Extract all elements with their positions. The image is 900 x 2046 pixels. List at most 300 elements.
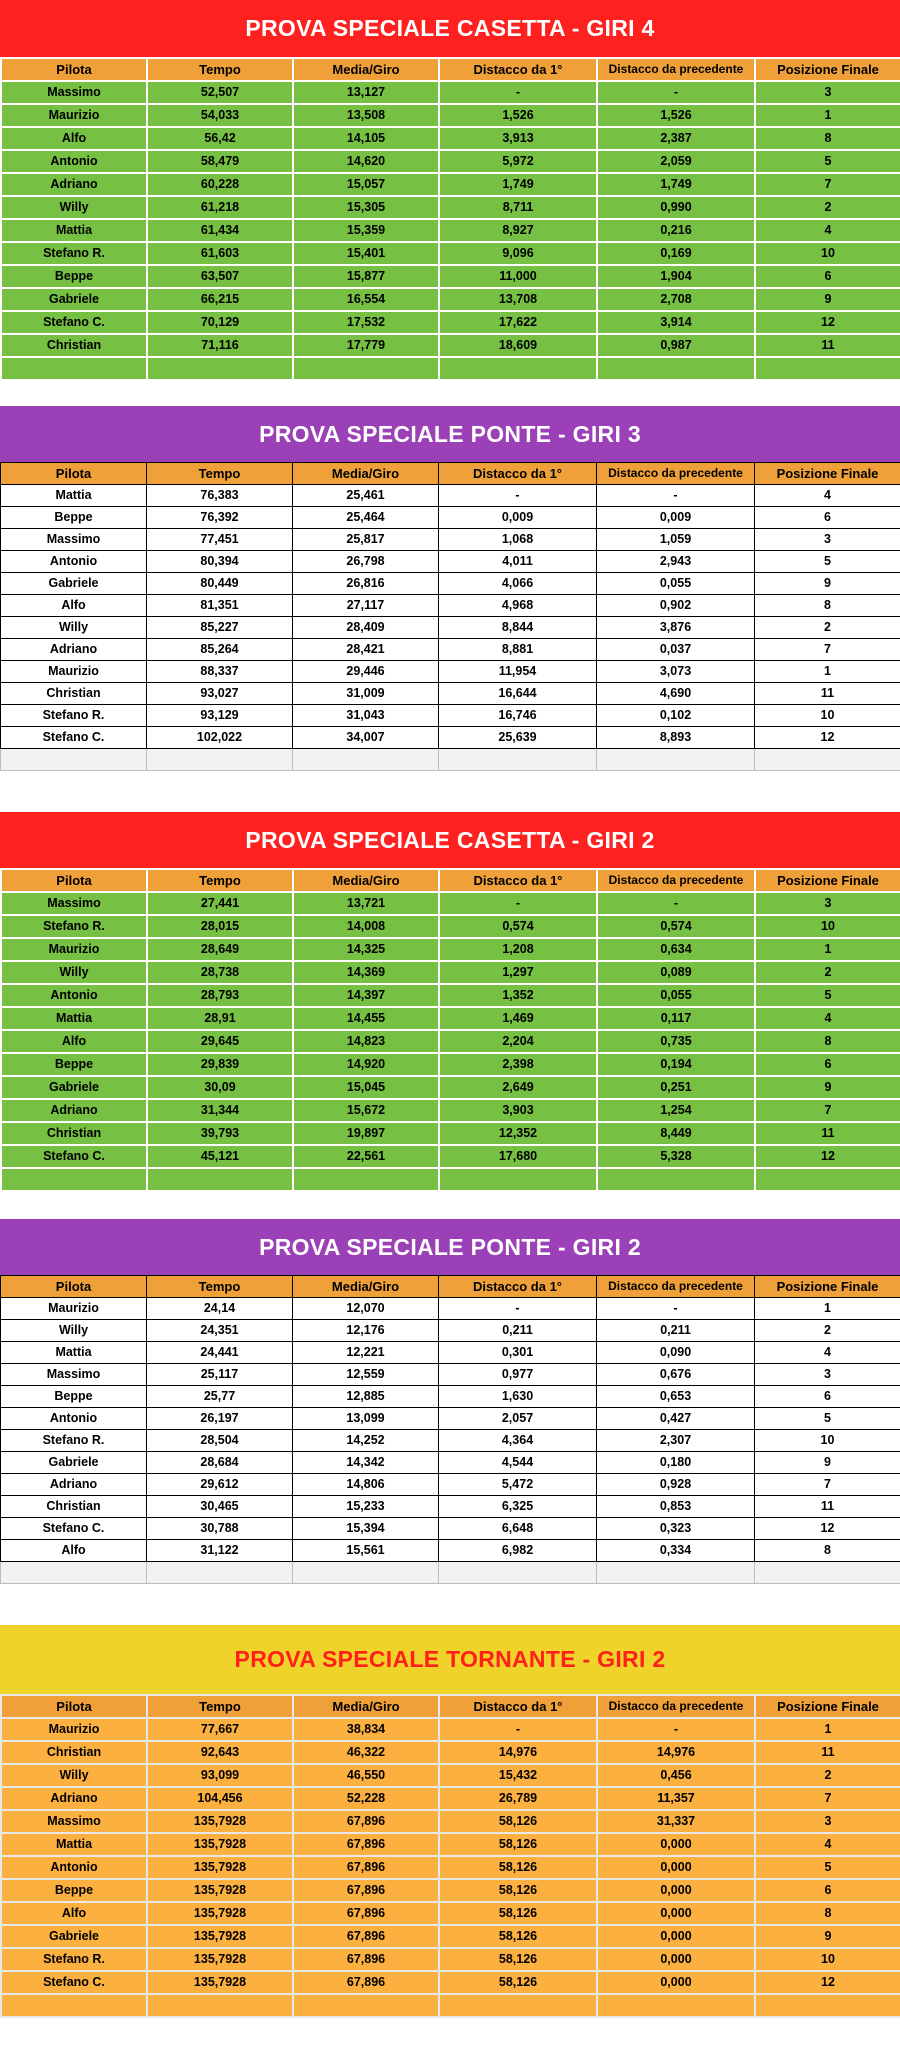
cell-posizione-finale: 3 <box>755 529 900 551</box>
cell-media-giro: 28,421 <box>293 639 439 661</box>
cell-media-giro: 13,721 <box>293 892 439 915</box>
cell-pilota: Stefano C. <box>1 727 147 749</box>
cell-posizione-finale: 4 <box>755 1833 900 1856</box>
results-table <box>0 1694 900 2018</box>
cell-tempo: 45,121 <box>147 1145 293 1168</box>
stage-title: PROVA SPECIALE PONTE - GIRI 3 <box>0 406 900 462</box>
cell-tempo: 28,504 <box>147 1430 293 1452</box>
stage-casetta-2-section <box>0 812 900 1192</box>
cell-distacco-precedente: 0,055 <box>597 573 755 595</box>
empty-row <box>1 1562 900 1584</box>
table-row <box>1 1856 900 1879</box>
cell-distacco-primo: 1,297 <box>439 961 597 984</box>
cell-tempo: 29,645 <box>147 1030 293 1053</box>
cell-distacco-precedente: 0,334 <box>597 1540 755 1562</box>
cell-tempo: 104,456 <box>147 1787 293 1810</box>
cell-pilota: Stefano C. <box>1 1518 147 1540</box>
column-header-distacco-primo: Distacco da 1° <box>439 869 597 892</box>
cell-distacco-primo: 16,644 <box>439 683 597 705</box>
cell-posizione-finale: 11 <box>755 1122 900 1145</box>
table-row <box>1 485 900 507</box>
cell-distacco-primo: 58,126 <box>439 1810 597 1833</box>
table-row <box>1 1902 900 1925</box>
cell-pilota: Stefano C. <box>1 1145 147 1168</box>
cell-posizione-finale: 6 <box>755 265 900 288</box>
cell-posizione-finale: 2 <box>755 617 900 639</box>
cell-distacco-precedente: 0,102 <box>597 705 755 727</box>
cell-media-giro: 27,117 <box>293 595 439 617</box>
cell-pilota: Gabriele <box>1 1925 147 1948</box>
cell-distacco-primo: 58,126 <box>439 1856 597 1879</box>
cell-media-giro: 34,007 <box>293 727 439 749</box>
cell-media-giro: 52,228 <box>293 1787 439 1810</box>
cell-media-giro: 14,920 <box>293 1053 439 1076</box>
column-header-posizione-finale: Posizione Finale <box>755 1276 900 1298</box>
header-row <box>1 1276 900 1298</box>
cell-tempo: 135,7928 <box>147 1925 293 1948</box>
cell-distacco-primo: 13,708 <box>439 288 597 311</box>
cell-posizione-finale: 11 <box>755 1741 900 1764</box>
cell-distacco-primo: 2,057 <box>439 1408 597 1430</box>
table-row <box>1 1925 900 1948</box>
table-row <box>1 196 900 219</box>
empty-cell <box>597 1168 755 1191</box>
cell-distacco-primo: - <box>439 1718 597 1741</box>
cell-distacco-primo: 1,208 <box>439 938 597 961</box>
cell-distacco-precedente: - <box>597 892 755 915</box>
results-table <box>0 1275 900 1584</box>
cell-pilota: Christian <box>1 334 147 357</box>
cell-tempo: 27,441 <box>147 892 293 915</box>
column-header-tempo: Tempo <box>147 58 293 81</box>
cell-distacco-precedente: 2,943 <box>597 551 755 573</box>
empty-cell <box>439 1562 597 1584</box>
header-row <box>1 58 900 81</box>
cell-posizione-finale: 10 <box>755 1430 900 1452</box>
cell-pilota: Antonio <box>1 984 147 1007</box>
cell-media-giro: 26,816 <box>293 573 439 595</box>
empty-cell <box>293 1562 439 1584</box>
cell-posizione-finale: 3 <box>755 1810 900 1833</box>
cell-tempo: 30,09 <box>147 1076 293 1099</box>
cell-posizione-finale: 9 <box>755 288 900 311</box>
table-row <box>1 573 900 595</box>
cell-distacco-precedente: 3,914 <box>597 311 755 334</box>
table-row <box>1 150 900 173</box>
column-header-distacco-precedente: Distacco da precedente <box>597 463 755 485</box>
cell-distacco-primo: 4,968 <box>439 595 597 617</box>
table-row <box>1 1053 900 1076</box>
empty-cell <box>439 357 597 380</box>
cell-posizione-finale: 1 <box>755 104 900 127</box>
cell-pilota: Maurizio <box>1 1298 147 1320</box>
cell-media-giro: 46,322 <box>293 1741 439 1764</box>
results-table <box>0 57 900 381</box>
table-row <box>1 1364 900 1386</box>
cell-posizione-finale: 8 <box>755 1902 900 1925</box>
cell-tempo: 30,788 <box>147 1518 293 1540</box>
table-row <box>1 334 900 357</box>
cell-distacco-precedente: 0,000 <box>597 1925 755 1948</box>
column-header-tempo: Tempo <box>147 463 293 485</box>
table-row <box>1 1452 900 1474</box>
table-row <box>1 507 900 529</box>
cell-tempo: 66,215 <box>147 288 293 311</box>
empty-cell <box>293 1994 439 2017</box>
results-body <box>1 81 900 380</box>
cell-media-giro: 67,896 <box>293 1833 439 1856</box>
cell-pilota: Christian <box>1 1741 147 1764</box>
empty-cell <box>597 1994 755 2017</box>
cell-distacco-precedente: 0,902 <box>597 595 755 617</box>
cell-media-giro: 17,779 <box>293 334 439 357</box>
cell-distacco-primo: 18,609 <box>439 334 597 357</box>
table-row <box>1 683 900 705</box>
cell-media-giro: 14,806 <box>293 1474 439 1496</box>
cell-tempo: 58,479 <box>147 150 293 173</box>
cell-tempo: 61,218 <box>147 196 293 219</box>
cell-tempo: 28,684 <box>147 1452 293 1474</box>
cell-distacco-precedente: 3,876 <box>597 617 755 639</box>
table-row <box>1 1948 900 1971</box>
table-row <box>1 595 900 617</box>
cell-distacco-primo: 6,982 <box>439 1540 597 1562</box>
table-row <box>1 529 900 551</box>
cell-media-giro: 14,325 <box>293 938 439 961</box>
cell-distacco-primo: 0,574 <box>439 915 597 938</box>
cell-distacco-primo: 1,630 <box>439 1386 597 1408</box>
column-header-media-giro: Media/Giro <box>293 869 439 892</box>
column-header-posizione-finale: Posizione Finale <box>755 1695 900 1718</box>
cell-pilota: Alfo <box>1 595 147 617</box>
cell-distacco-precedente: 1,526 <box>597 104 755 127</box>
cell-distacco-primo: 0,009 <box>439 507 597 529</box>
cell-pilota: Willy <box>1 1320 147 1342</box>
table-row <box>1 705 900 727</box>
cell-posizione-finale: 9 <box>755 573 900 595</box>
cell-posizione-finale: 10 <box>755 705 900 727</box>
cell-tempo: 61,434 <box>147 219 293 242</box>
cell-distacco-primo: - <box>439 81 597 104</box>
cell-tempo: 25,117 <box>147 1364 293 1386</box>
cell-posizione-finale: 4 <box>755 485 900 507</box>
cell-pilota: Mattia <box>1 485 147 507</box>
column-header-posizione-finale: Posizione Finale <box>755 869 900 892</box>
cell-distacco-primo: - <box>439 1298 597 1320</box>
empty-cell <box>439 1168 597 1191</box>
cell-media-giro: 13,127 <box>293 81 439 104</box>
cell-pilota: Alfo <box>1 1540 147 1562</box>
cell-media-giro: 14,620 <box>293 150 439 173</box>
table-row <box>1 1386 900 1408</box>
cell-media-giro: 25,817 <box>293 529 439 551</box>
cell-posizione-finale: 2 <box>755 196 900 219</box>
cell-media-giro: 12,559 <box>293 1364 439 1386</box>
cell-posizione-finale: 3 <box>755 892 900 915</box>
cell-media-giro: 12,176 <box>293 1320 439 1342</box>
cell-posizione-finale: 1 <box>755 1298 900 1320</box>
cell-pilota: Adriano <box>1 1787 147 1810</box>
results-body <box>1 1298 900 1584</box>
table-row <box>1 1787 900 1810</box>
column-header-distacco-precedente: Distacco da precedente <box>597 869 755 892</box>
cell-distacco-precedente: 0,853 <box>597 1496 755 1518</box>
cell-distacco-precedente: 0,000 <box>597 1833 755 1856</box>
cell-distacco-primo: 0,301 <box>439 1342 597 1364</box>
cell-distacco-precedente: 2,708 <box>597 288 755 311</box>
column-header-tempo: Tempo <box>147 869 293 892</box>
cell-media-giro: 14,369 <box>293 961 439 984</box>
cell-tempo: 102,022 <box>147 727 293 749</box>
results-table <box>0 462 900 771</box>
cell-distacco-primo: 26,789 <box>439 1787 597 1810</box>
cell-media-giro: 67,896 <box>293 1879 439 1902</box>
cell-media-giro: 15,305 <box>293 196 439 219</box>
cell-media-giro: 12,885 <box>293 1386 439 1408</box>
cell-posizione-finale: 1 <box>755 661 900 683</box>
cell-distacco-precedente: 0,000 <box>597 1948 755 1971</box>
cell-pilota: Massimo <box>1 529 147 551</box>
cell-distacco-precedente: - <box>597 1298 755 1320</box>
cell-tempo: 93,027 <box>147 683 293 705</box>
cell-distacco-primo: 16,746 <box>439 705 597 727</box>
cell-distacco-precedente: 0,009 <box>597 507 755 529</box>
cell-distacco-primo: - <box>439 485 597 507</box>
cell-media-giro: 15,359 <box>293 219 439 242</box>
cell-tempo: 31,344 <box>147 1099 293 1122</box>
cell-posizione-finale: 2 <box>755 1320 900 1342</box>
column-header-media-giro: Media/Giro <box>293 1695 439 1718</box>
cell-media-giro: 67,896 <box>293 1925 439 1948</box>
empty-cell <box>755 749 900 771</box>
cell-distacco-primo: 15,432 <box>439 1764 597 1787</box>
cell-media-giro: 67,896 <box>293 1856 439 1879</box>
cell-distacco-precedente: 0,000 <box>597 1971 755 1994</box>
table-row <box>1 1833 900 1856</box>
cell-tempo: 135,7928 <box>147 1810 293 1833</box>
cell-pilota: Adriano <box>1 639 147 661</box>
empty-cell <box>439 749 597 771</box>
cell-posizione-finale: 3 <box>755 1364 900 1386</box>
cell-tempo: 24,351 <box>147 1320 293 1342</box>
cell-media-giro: 13,508 <box>293 104 439 127</box>
cell-pilota: Stefano R. <box>1 242 147 265</box>
cell-tempo: 60,228 <box>147 173 293 196</box>
cell-distacco-precedente: 0,574 <box>597 915 755 938</box>
cell-tempo: 26,197 <box>147 1408 293 1430</box>
cell-distacco-primo: 6,648 <box>439 1518 597 1540</box>
cell-posizione-finale: 12 <box>755 727 900 749</box>
column-header-media-giro: Media/Giro <box>293 1276 439 1298</box>
cell-distacco-precedente: 11,357 <box>597 1787 755 1810</box>
cell-distacco-primo: 8,881 <box>439 639 597 661</box>
cell-tempo: 24,441 <box>147 1342 293 1364</box>
column-header-distacco-primo: Distacco da 1° <box>439 58 597 81</box>
cell-pilota: Antonio <box>1 1856 147 1879</box>
cell-posizione-finale: 12 <box>755 1518 900 1540</box>
cell-pilota: Christian <box>1 683 147 705</box>
cell-distacco-precedente: 31,337 <box>597 1810 755 1833</box>
cell-distacco-primo: 5,472 <box>439 1474 597 1496</box>
cell-tempo: 77,451 <box>147 529 293 551</box>
cell-media-giro: 38,834 <box>293 1718 439 1741</box>
cell-pilota: Gabriele <box>1 1452 147 1474</box>
cell-distacco-precedente: 0,055 <box>597 984 755 1007</box>
cell-posizione-finale: 6 <box>755 1879 900 1902</box>
cell-distacco-primo: 8,927 <box>439 219 597 242</box>
cell-media-giro: 13,099 <box>293 1408 439 1430</box>
empty-cell <box>755 357 900 380</box>
cell-distacco-precedente: 0,735 <box>597 1030 755 1053</box>
cell-distacco-precedente: 2,387 <box>597 127 755 150</box>
cell-tempo: 135,7928 <box>147 1902 293 1925</box>
cell-posizione-finale: 5 <box>755 1408 900 1430</box>
cell-media-giro: 15,401 <box>293 242 439 265</box>
cell-posizione-finale: 5 <box>755 150 900 173</box>
cell-distacco-primo: 6,325 <box>439 1496 597 1518</box>
table-row <box>1 551 900 573</box>
cell-distacco-primo: 3,903 <box>439 1099 597 1122</box>
cell-posizione-finale: 12 <box>755 1971 900 1994</box>
cell-distacco-primo: 4,544 <box>439 1452 597 1474</box>
empty-cell <box>1 357 147 380</box>
cell-pilota: Gabriele <box>1 1076 147 1099</box>
cell-media-giro: 14,342 <box>293 1452 439 1474</box>
cell-pilota: Adriano <box>1 1099 147 1122</box>
cell-tempo: 85,264 <box>147 639 293 661</box>
results-table <box>0 868 900 1192</box>
cell-tempo: 52,507 <box>147 81 293 104</box>
cell-distacco-precedente: - <box>597 1718 755 1741</box>
empty-cell <box>147 1562 293 1584</box>
empty-cell <box>597 749 755 771</box>
cell-media-giro: 15,045 <box>293 1076 439 1099</box>
cell-pilota: Massimo <box>1 1810 147 1833</box>
cell-tempo: 24,14 <box>147 1298 293 1320</box>
cell-pilota: Christian <box>1 1122 147 1145</box>
table-row <box>1 1718 900 1741</box>
cell-pilota: Gabriele <box>1 573 147 595</box>
cell-media-giro: 14,823 <box>293 1030 439 1053</box>
empty-row <box>1 1168 900 1191</box>
empty-cell <box>1 749 147 771</box>
empty-row <box>1 749 900 771</box>
cell-distacco-precedente: 1,904 <box>597 265 755 288</box>
table-row <box>1 311 900 334</box>
cell-pilota: Stefano C. <box>1 1971 147 1994</box>
column-header-distacco-precedente: Distacco da precedente <box>597 58 755 81</box>
cell-distacco-precedente: 0,456 <box>597 1764 755 1787</box>
cell-distacco-precedente: 0,211 <box>597 1320 755 1342</box>
cell-posizione-finale: 1 <box>755 1718 900 1741</box>
cell-media-giro: 25,464 <box>293 507 439 529</box>
cell-pilota: Stefano R. <box>1 1948 147 1971</box>
cell-media-giro: 67,896 <box>293 1810 439 1833</box>
empty-cell <box>147 357 293 380</box>
cell-distacco-primo: 2,398 <box>439 1053 597 1076</box>
cell-tempo: 76,392 <box>147 507 293 529</box>
empty-cell <box>293 749 439 771</box>
cell-posizione-finale: 5 <box>755 1856 900 1879</box>
table-row <box>1 242 900 265</box>
cell-tempo: 92,643 <box>147 1741 293 1764</box>
cell-distacco-primo: 2,204 <box>439 1030 597 1053</box>
table-row <box>1 961 900 984</box>
cell-distacco-primo: 58,126 <box>439 1833 597 1856</box>
cell-pilota: Massimo <box>1 81 147 104</box>
cell-distacco-precedente: 1,059 <box>597 529 755 551</box>
cell-distacco-primo: 17,680 <box>439 1145 597 1168</box>
table-row <box>1 727 900 749</box>
cell-tempo: 61,603 <box>147 242 293 265</box>
cell-distacco-precedente: 0,427 <box>597 1408 755 1430</box>
cell-media-giro: 29,446 <box>293 661 439 683</box>
table-row <box>1 81 900 104</box>
cell-tempo: 135,7928 <box>147 1833 293 1856</box>
table-row <box>1 938 900 961</box>
cell-posizione-finale: 4 <box>755 219 900 242</box>
cell-pilota: Stefano R. <box>1 705 147 727</box>
cell-pilota: Stefano R. <box>1 1430 147 1452</box>
cell-distacco-precedente: 0,323 <box>597 1518 755 1540</box>
cell-pilota: Willy <box>1 617 147 639</box>
cell-pilota: Maurizio <box>1 661 147 683</box>
cell-posizione-finale: 4 <box>755 1342 900 1364</box>
cell-posizione-finale: 10 <box>755 242 900 265</box>
cell-media-giro: 31,009 <box>293 683 439 705</box>
table-row <box>1 1145 900 1168</box>
cell-posizione-finale: 8 <box>755 1540 900 1562</box>
cell-distacco-precedente: 0,090 <box>597 1342 755 1364</box>
cell-distacco-precedente: - <box>597 81 755 104</box>
cell-posizione-finale: 7 <box>755 1787 900 1810</box>
cell-tempo: 29,839 <box>147 1053 293 1076</box>
empty-cell <box>147 749 293 771</box>
cell-pilota: Beppe <box>1 265 147 288</box>
cell-media-giro: 12,221 <box>293 1342 439 1364</box>
cell-posizione-finale: 12 <box>755 311 900 334</box>
cell-pilota: Mattia <box>1 219 147 242</box>
column-header-distacco-primo: Distacco da 1° <box>439 1695 597 1718</box>
cell-pilota: Adriano <box>1 173 147 196</box>
cell-pilota: Gabriele <box>1 288 147 311</box>
column-header-pilota: Pilota <box>1 869 147 892</box>
cell-posizione-finale: 5 <box>755 984 900 1007</box>
cell-media-giro: 22,561 <box>293 1145 439 1168</box>
cell-tempo: 63,507 <box>147 265 293 288</box>
cell-tempo: 29,612 <box>147 1474 293 1496</box>
cell-distacco-primo: 0,977 <box>439 1364 597 1386</box>
cell-distacco-precedente: 8,449 <box>597 1122 755 1145</box>
column-header-pilota: Pilota <box>1 463 147 485</box>
cell-distacco-precedente: 1,254 <box>597 1099 755 1122</box>
cell-media-giro: 46,550 <box>293 1764 439 1787</box>
cell-tempo: 39,793 <box>147 1122 293 1145</box>
cell-posizione-finale: 7 <box>755 173 900 196</box>
cell-distacco-precedente: 0,653 <box>597 1386 755 1408</box>
table-row <box>1 1099 900 1122</box>
cell-posizione-finale: 8 <box>755 1030 900 1053</box>
table-row <box>1 173 900 196</box>
cell-pilota: Willy <box>1 196 147 219</box>
cell-tempo: 93,099 <box>147 1764 293 1787</box>
cell-distacco-primo: 58,126 <box>439 1948 597 1971</box>
table-row <box>1 639 900 661</box>
empty-cell <box>147 1994 293 2017</box>
cell-distacco-precedente: 0,987 <box>597 334 755 357</box>
cell-tempo: 28,91 <box>147 1007 293 1030</box>
cell-distacco-primo: 1,526 <box>439 104 597 127</box>
